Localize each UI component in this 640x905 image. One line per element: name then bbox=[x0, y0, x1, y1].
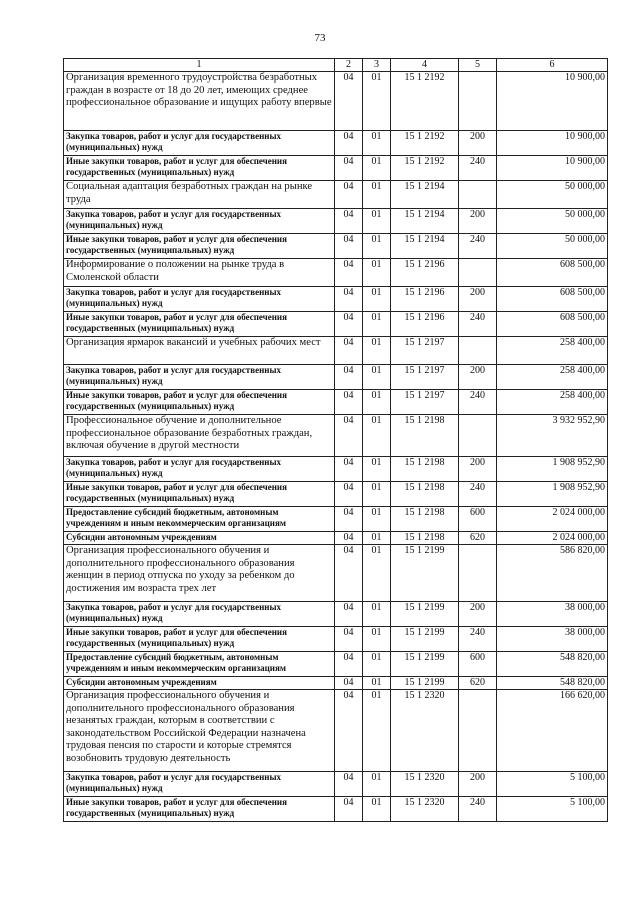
target-article-cell: 15 1 2198 bbox=[391, 532, 459, 545]
subsection-code-cell: 01 bbox=[363, 690, 391, 772]
target-article-cell: 15 1 2197 bbox=[391, 365, 459, 390]
row-name-cell: Организация ярмарок вакансий и учебных рабочих мест bbox=[64, 337, 335, 365]
expense-type-cell bbox=[459, 545, 497, 602]
amount-cell: 258 400,00 bbox=[497, 390, 608, 415]
row-name-cell: Организация профессионального обучения и дополнительного профессионального образования женщин в период отпуска по уходу за ребенком до достижения им возраста трех лет bbox=[64, 545, 335, 602]
table-row bbox=[64, 181, 608, 209]
subsection-code-cell: 01 bbox=[363, 602, 391, 627]
subsection-code-cell: 01 bbox=[363, 209, 391, 234]
table-row bbox=[64, 72, 608, 131]
page-number: 73 bbox=[314, 32, 326, 44]
row-name-cell: Профессиональное обучение и дополнительное профессиональное образование безработных граждан, включая обучение в другой местности bbox=[64, 415, 335, 457]
section-code-cell: 04 bbox=[335, 690, 363, 772]
subsection-code-cell: 01 bbox=[363, 627, 391, 652]
amount-cell: 38 000,00 bbox=[497, 627, 608, 652]
table-row bbox=[64, 390, 608, 415]
section-code-cell: 04 bbox=[335, 415, 363, 457]
expense-type-cell: 200 bbox=[459, 457, 497, 482]
expense-type-cell: 200 bbox=[459, 772, 497, 797]
subsection-code-cell: 01 bbox=[363, 482, 391, 507]
subsection-code-cell: 01 bbox=[363, 181, 391, 209]
expense-type-cell: 620 bbox=[459, 677, 497, 690]
target-article-cell: 15 1 2196 bbox=[391, 312, 459, 337]
row-name-cell: Субсидии автономным учреждениям bbox=[64, 677, 335, 690]
target-article-cell: 15 1 2198 bbox=[391, 482, 459, 507]
expense-type-cell: 240 bbox=[459, 627, 497, 652]
column-header: 4 bbox=[391, 59, 459, 72]
subsection-code-cell: 01 bbox=[363, 259, 391, 287]
expense-type-cell: 240 bbox=[459, 234, 497, 259]
expense-type-cell: 200 bbox=[459, 287, 497, 312]
row-name-cell: Иные закупки товаров, работ и услуг для обеспечения государственных (муниципальных) нужд bbox=[64, 234, 335, 259]
row-name-cell: Социальная адаптация безработных граждан на рынке труда bbox=[64, 181, 335, 209]
expense-type-cell: 620 bbox=[459, 532, 497, 545]
row-name-cell: Организация профессионального обучения и дополнительного профессионального образования незанятых граждан, которым в соответствии с законодательством Российской Федерации назначена трудовая пенсия по старости и которые стремятся возобновить трудовую деятельность bbox=[64, 690, 335, 772]
table-row bbox=[64, 415, 608, 457]
target-article-cell: 15 1 2320 bbox=[391, 797, 459, 822]
table-row bbox=[64, 234, 608, 259]
row-name-cell: Закупка товаров, работ и услуг для государственных (муниципальных) нужд bbox=[64, 772, 335, 797]
column-header: 6 bbox=[497, 59, 608, 72]
column-header: 1 bbox=[64, 59, 335, 72]
table-row bbox=[64, 312, 608, 337]
subsection-code-cell: 01 bbox=[363, 545, 391, 602]
section-code-cell: 04 bbox=[335, 234, 363, 259]
amount-cell: 5 100,00 bbox=[497, 772, 608, 797]
target-article-cell: 15 1 2199 bbox=[391, 627, 459, 652]
section-code-cell: 04 bbox=[335, 677, 363, 690]
table-row bbox=[64, 532, 608, 545]
target-article-cell: 15 1 2199 bbox=[391, 545, 459, 602]
section-code-cell: 04 bbox=[335, 337, 363, 365]
amount-cell: 548 820,00 bbox=[497, 677, 608, 690]
section-code-cell: 04 bbox=[335, 72, 363, 131]
amount-cell: 3 932 952,90 bbox=[497, 415, 608, 457]
amount-cell: 166 620,00 bbox=[497, 690, 608, 772]
table-row bbox=[64, 287, 608, 312]
row-name-cell: Иные закупки товаров, работ и услуг для обеспечения государственных (муниципальных) нужд bbox=[64, 627, 335, 652]
row-name-cell: Закупка товаров, работ и услуг для государственных (муниципальных) нужд bbox=[64, 602, 335, 627]
expense-type-cell bbox=[459, 415, 497, 457]
amount-cell: 2 024 000,00 bbox=[497, 532, 608, 545]
section-code-cell: 04 bbox=[335, 482, 363, 507]
row-name-cell: Иные закупки товаров, работ и услуг для обеспечения государственных (муниципальных) нужд bbox=[64, 390, 335, 415]
section-code-cell: 04 bbox=[335, 627, 363, 652]
section-code-cell: 04 bbox=[335, 287, 363, 312]
amount-cell: 50 000,00 bbox=[497, 181, 608, 209]
row-name-cell: Предоставление субсидий бюджетным, автономным учреждениям и иным некоммерческим организациям bbox=[64, 652, 335, 677]
section-code-cell: 04 bbox=[335, 652, 363, 677]
expense-type-cell: 240 bbox=[459, 390, 497, 415]
section-code-cell: 04 bbox=[335, 365, 363, 390]
target-article-cell: 15 1 2192 bbox=[391, 156, 459, 181]
section-code-cell: 04 bbox=[335, 532, 363, 545]
subsection-code-cell: 01 bbox=[363, 507, 391, 532]
row-name-cell: Организация временного трудоустройства безработных граждан в возрасте от 18 до 20 лет, имеющих среднее профессиональное образование и ищущих работу впервые bbox=[64, 72, 335, 131]
amount-cell: 608 500,00 bbox=[497, 259, 608, 287]
expense-type-cell: 200 bbox=[459, 131, 497, 156]
subsection-code-cell: 01 bbox=[363, 415, 391, 457]
target-article-cell: 15 1 2199 bbox=[391, 602, 459, 627]
section-code-cell: 04 bbox=[335, 209, 363, 234]
table-row bbox=[64, 482, 608, 507]
row-name-cell: Субсидии автономным учреждениям bbox=[64, 532, 335, 545]
subsection-code-cell: 01 bbox=[363, 390, 391, 415]
section-code-cell: 04 bbox=[335, 390, 363, 415]
table-row bbox=[64, 545, 608, 602]
amount-cell: 586 820,00 bbox=[497, 545, 608, 602]
budget-table bbox=[63, 58, 608, 822]
target-article-cell: 15 1 2194 bbox=[391, 234, 459, 259]
row-name-cell: Информирование о положении на рынке труда в Смоленской области bbox=[64, 259, 335, 287]
column-header: 3 bbox=[363, 59, 391, 72]
amount-cell: 10 900,00 bbox=[497, 72, 608, 131]
table-row bbox=[64, 690, 608, 772]
target-article-cell: 15 1 2320 bbox=[391, 690, 459, 772]
subsection-code-cell: 01 bbox=[363, 234, 391, 259]
expense-type-cell bbox=[459, 259, 497, 287]
table-row bbox=[64, 797, 608, 822]
table-row bbox=[64, 209, 608, 234]
expense-type-cell bbox=[459, 690, 497, 772]
target-article-cell: 15 1 2198 bbox=[391, 457, 459, 482]
target-article-cell: 15 1 2198 bbox=[391, 415, 459, 457]
table-body bbox=[64, 59, 608, 822]
subsection-code-cell: 01 bbox=[363, 532, 391, 545]
table-row bbox=[64, 627, 608, 652]
table-row bbox=[64, 259, 608, 287]
target-article-cell: 15 1 2196 bbox=[391, 259, 459, 287]
subsection-code-cell: 01 bbox=[363, 457, 391, 482]
subsection-code-cell: 01 bbox=[363, 365, 391, 390]
section-code-cell: 04 bbox=[335, 797, 363, 822]
target-article-cell: 15 1 2194 bbox=[391, 181, 459, 209]
target-article-cell: 15 1 2192 bbox=[391, 72, 459, 131]
section-code-cell: 04 bbox=[335, 545, 363, 602]
target-article-cell: 15 1 2197 bbox=[391, 337, 459, 365]
section-code-cell: 04 bbox=[335, 131, 363, 156]
section-code-cell: 04 bbox=[335, 181, 363, 209]
row-name-cell: Иные закупки товаров, работ и услуг для обеспечения государственных (муниципальных) нужд bbox=[64, 312, 335, 337]
amount-cell: 10 900,00 bbox=[497, 131, 608, 156]
amount-cell: 5 100,00 bbox=[497, 797, 608, 822]
expense-type-cell: 240 bbox=[459, 156, 497, 181]
row-name-cell: Закупка товаров, работ и услуг для государственных (муниципальных) нужд bbox=[64, 457, 335, 482]
row-name-cell: Закупка товаров, работ и услуг для государственных (муниципальных) нужд bbox=[64, 365, 335, 390]
column-header: 2 bbox=[335, 59, 363, 72]
expense-type-cell: 600 bbox=[459, 652, 497, 677]
amount-cell: 50 000,00 bbox=[497, 234, 608, 259]
subsection-code-cell: 01 bbox=[363, 652, 391, 677]
table-row bbox=[64, 602, 608, 627]
amount-cell: 50 000,00 bbox=[497, 209, 608, 234]
table-row bbox=[64, 457, 608, 482]
expense-type-cell: 240 bbox=[459, 797, 497, 822]
expense-type-cell: 200 bbox=[459, 209, 497, 234]
table-row bbox=[64, 652, 608, 677]
row-name-cell: Иные закупки товаров, работ и услуг для обеспечения государственных (муниципальных) нужд bbox=[64, 482, 335, 507]
subsection-code-cell: 01 bbox=[363, 72, 391, 131]
target-article-cell: 15 1 2196 bbox=[391, 287, 459, 312]
table-row bbox=[64, 156, 608, 181]
subsection-code-cell: 01 bbox=[363, 156, 391, 181]
amount-cell: 258 400,00 bbox=[497, 337, 608, 365]
target-article-cell: 15 1 2197 bbox=[391, 390, 459, 415]
expense-type-cell bbox=[459, 337, 497, 365]
table-row bbox=[64, 337, 608, 365]
section-code-cell: 04 bbox=[335, 772, 363, 797]
section-code-cell: 04 bbox=[335, 507, 363, 532]
section-code-cell: 04 bbox=[335, 259, 363, 287]
expense-type-cell: 600 bbox=[459, 507, 497, 532]
subsection-code-cell: 01 bbox=[363, 337, 391, 365]
expense-type-cell bbox=[459, 72, 497, 131]
section-code-cell: 04 bbox=[335, 457, 363, 482]
amount-cell: 1 908 952,90 bbox=[497, 482, 608, 507]
row-name-cell: Иные закупки товаров, работ и услуг для обеспечения государственных (муниципальных) нужд bbox=[64, 156, 335, 181]
table-row bbox=[64, 772, 608, 797]
section-code-cell: 04 bbox=[335, 602, 363, 627]
subsection-code-cell: 01 bbox=[363, 772, 391, 797]
target-article-cell: 15 1 2192 bbox=[391, 131, 459, 156]
row-name-cell: Иные закупки товаров, работ и услуг для обеспечения государственных (муниципальных) нужд bbox=[64, 797, 335, 822]
expense-type-cell: 200 bbox=[459, 365, 497, 390]
expense-type-cell: 200 bbox=[459, 602, 497, 627]
amount-cell: 2 024 000,00 bbox=[497, 507, 608, 532]
table-row bbox=[64, 507, 608, 532]
row-name-cell: Закупка товаров, работ и услуг для государственных (муниципальных) нужд bbox=[64, 209, 335, 234]
table-row bbox=[64, 677, 608, 690]
target-article-cell: 15 1 2199 bbox=[391, 652, 459, 677]
header-row bbox=[64, 59, 608, 72]
target-article-cell: 15 1 2199 bbox=[391, 677, 459, 690]
target-article-cell: 15 1 2198 bbox=[391, 507, 459, 532]
subsection-code-cell: 01 bbox=[363, 131, 391, 156]
row-name-cell: Закупка товаров, работ и услуг для государственных (муниципальных) нужд bbox=[64, 287, 335, 312]
expense-type-cell: 240 bbox=[459, 312, 497, 337]
subsection-code-cell: 01 bbox=[363, 677, 391, 690]
amount-cell: 38 000,00 bbox=[497, 602, 608, 627]
subsection-code-cell: 01 bbox=[363, 797, 391, 822]
row-name-cell: Закупка товаров, работ и услуг для государственных (муниципальных) нужд bbox=[64, 131, 335, 156]
amount-cell: 608 500,00 bbox=[497, 312, 608, 337]
section-code-cell: 04 bbox=[335, 156, 363, 181]
amount-cell: 548 820,00 bbox=[497, 652, 608, 677]
subsection-code-cell: 01 bbox=[363, 287, 391, 312]
expense-type-cell bbox=[459, 181, 497, 209]
row-name-cell: Предоставление субсидий бюджетным, автономным учреждениям и иным некоммерческим организациям bbox=[64, 507, 335, 532]
table-row bbox=[64, 131, 608, 156]
section-code-cell: 04 bbox=[335, 312, 363, 337]
subsection-code-cell: 01 bbox=[363, 312, 391, 337]
amount-cell: 258 400,00 bbox=[497, 365, 608, 390]
column-header: 5 bbox=[459, 59, 497, 72]
target-article-cell: 15 1 2194 bbox=[391, 209, 459, 234]
table-row bbox=[64, 365, 608, 390]
target-article-cell: 15 1 2320 bbox=[391, 772, 459, 797]
amount-cell: 608 500,00 bbox=[497, 287, 608, 312]
amount-cell: 1 908 952,90 bbox=[497, 457, 608, 482]
expense-type-cell: 240 bbox=[459, 482, 497, 507]
amount-cell: 10 900,00 bbox=[497, 156, 608, 181]
